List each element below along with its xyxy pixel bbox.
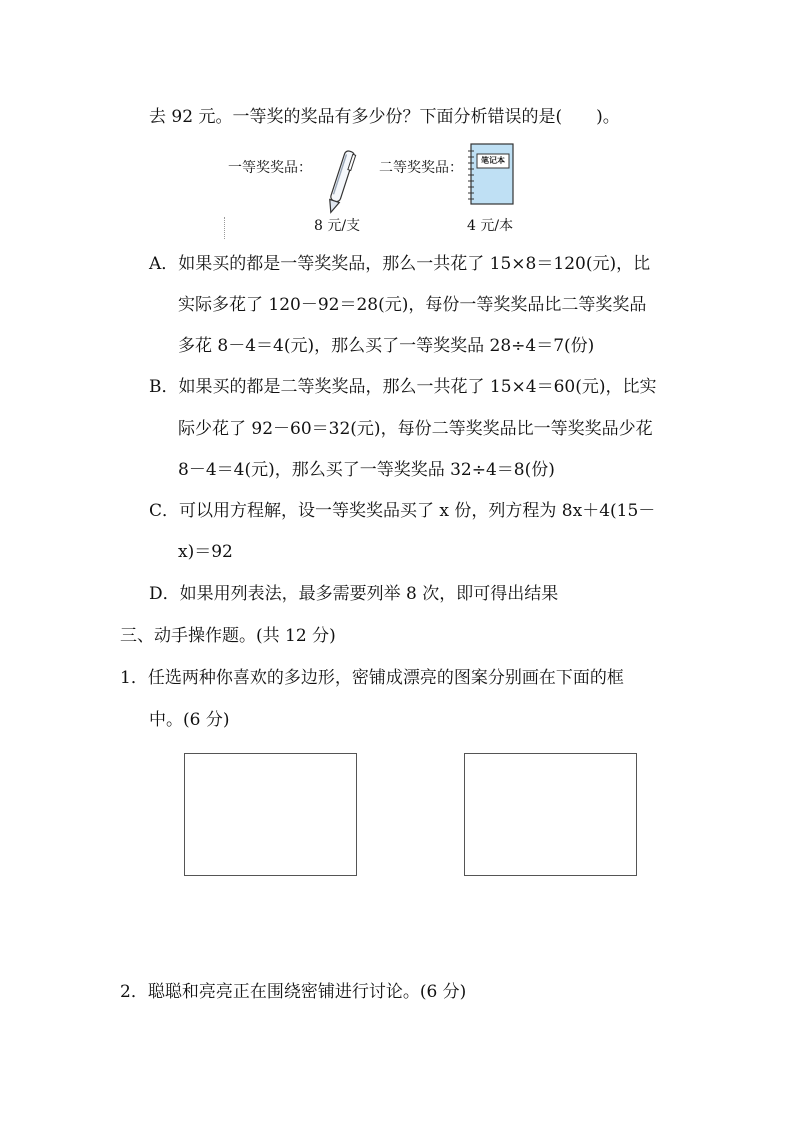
option-a-line-3: 多花 8－4＝4(元)，那么买了一等奖奖品 28÷4＝7(份) [178, 336, 595, 356]
notebook-icon [467, 143, 515, 205]
option-b-line-1: B．如果买的都是二等奖奖品，那么一共花了 15×4＝60(元)，比实 [149, 377, 657, 397]
drawing-box-right[interactable] [464, 753, 637, 876]
section-title: 三、动手操作题。(共 12 分) [120, 626, 336, 646]
prize1-price: 8 元/支 [314, 218, 361, 234]
option-b-line-2: 际少花了 92－60＝32(元)，每份二等奖奖品比一等奖奖品少花 [178, 419, 653, 439]
question-2: 2．聪聪和亮亮正在围绕密铺进行讨论。(6 分) [120, 982, 467, 1002]
notebook-cover-label: 笔记本 [481, 156, 505, 165]
option-d-line-1: D．如果用列表法，最多需要列举 8 次，即可得出结果 [149, 584, 559, 604]
option-a-line-2: 实际多花了 120－92＝28(元)，每份一等奖奖品比二等奖奖品 [178, 295, 647, 315]
option-c-line-2: x)＝92 [178, 542, 233, 562]
question-1-line-1: 1．任选两种你喜欢的多边形，密铺成漂亮的图案分别画在下面的框 [120, 668, 624, 688]
prize2-price: 4 元/本 [467, 218, 514, 234]
option-c-line-1: C．可以用方程解，设一等奖奖品买了 x 份，列方程为 8x＋4(15－ [149, 501, 656, 521]
prize2-label: 二等奖奖品： [379, 160, 463, 176]
question-intro: 去 92 元。一等奖的奖品有多少份？下面分析错误的是( )。 [149, 107, 620, 127]
option-a-line-1: A．如果买的都是一等奖奖品，那么一共花了 15×8＝120(元)，比 [149, 254, 651, 274]
dotted-divider [224, 217, 225, 239]
prize1-label: 一等奖奖品： [228, 160, 312, 176]
drawing-box-left[interactable] [184, 753, 357, 876]
option-b-line-3: 8－4＝4(元)，那么买了一等奖奖品 32÷4＝8(份) [178, 460, 555, 480]
pen-icon [323, 146, 359, 216]
question-1-line-2: 中。(6 分) [149, 710, 230, 730]
